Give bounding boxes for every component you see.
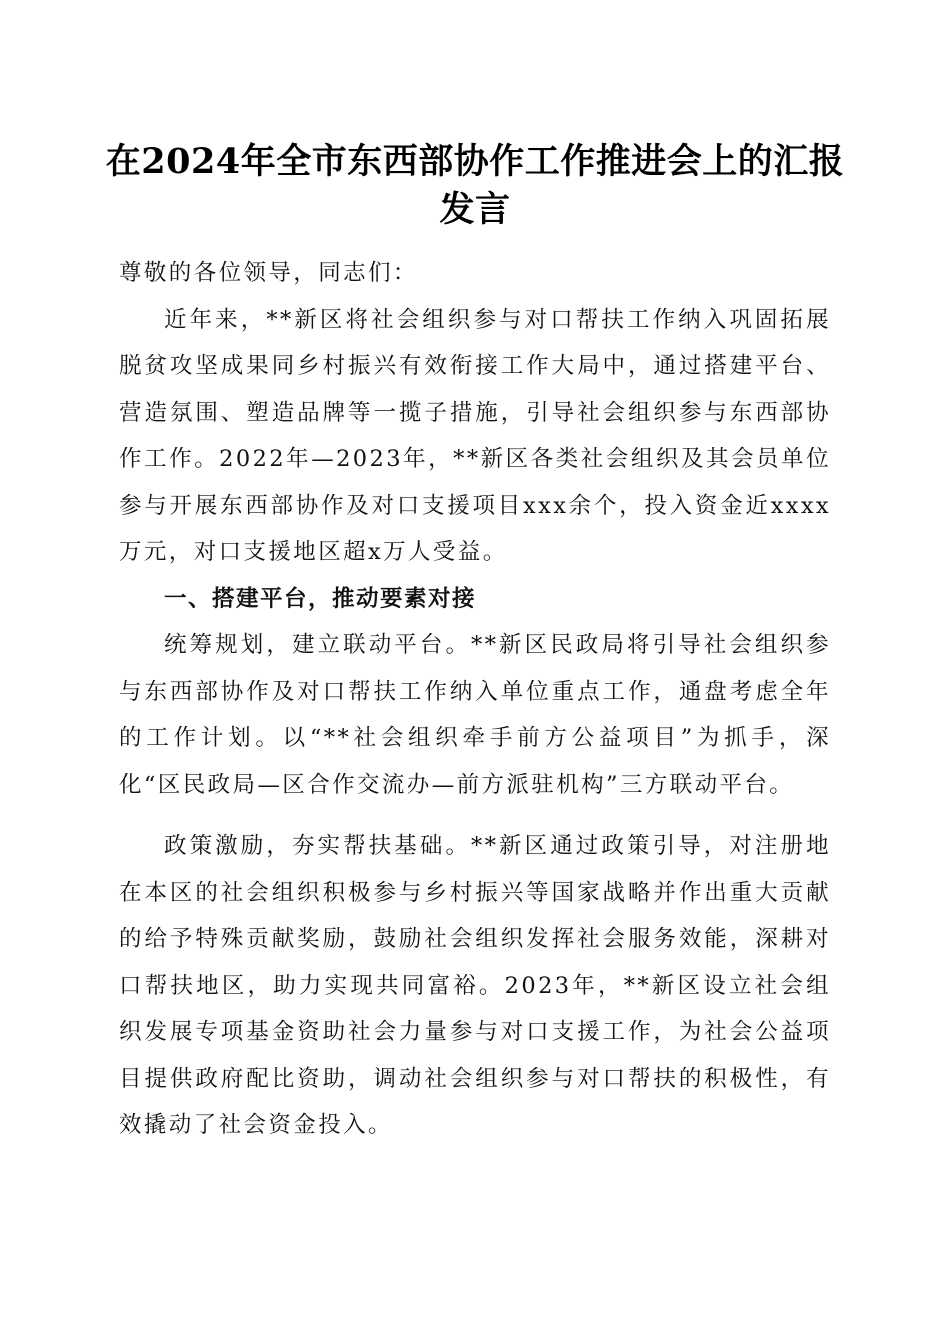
document-body	[119, 250, 831, 1149]
document-title: 在2024年全市东西部协作工作推进会上的汇报发言	[105, 141, 845, 230]
salutation: 尊敬的各位领导，同志们：	[119, 260, 418, 286]
paragraph-intro: 近年来，**新区将社会组织参与对口帮扶工作纳入巩固拓展脱贫攻坚成果同乡村振兴有效衔接工作大局中，通过搭建平台、营造氛围、塑造品牌等一揽子措施，引导社会组织参与东西部协作工作。2022年—2023年，**新区各类社会组织及其会员单位参与开展东西部协作及对口支援项目xxx余个，投入资金近xxxx万元，对口支援地区超x万人受益。	[119, 306, 831, 565]
paragraph-platform: 统筹规划，建立联动平台。**新区民政局将引导社会组织参与东西部协作及对口帮扶工作纳入单位重点工作，通盘考虑全年的工作计划。以“**社会组织牵手前方公益项目”为抓手，深化“区民政局—区合作交流办—前方派驻机构”三方联动平台。	[119, 632, 831, 798]
section-heading: 一、搭建平台，推动要素对接	[164, 585, 477, 612]
paragraph-policy: 政策激励，夯实帮扶基础。**新区通过政策引导，对注册地在本区的社会组织积极参与乡村振兴等国家战略并作出重大贡献的给予特殊贡献奖励，鼓励社会组织发挥社会服务效能，深耕对口帮扶地区，助力实现共同富裕。2023年，**新区设立社会组织发展专项基金资助社会力量参与对口支援工作，为社会公益项目提供政府配比资助，调动社会组织参与对口帮扶的积极性，有效撬动了社会资金投入。	[119, 833, 831, 1138]
